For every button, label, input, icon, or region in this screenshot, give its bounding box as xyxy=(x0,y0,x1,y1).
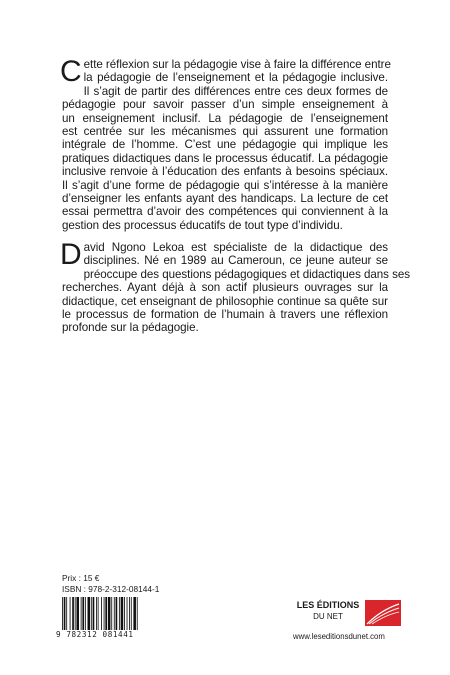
isbn-label: ISBN : 978-2-312-08144-1 xyxy=(62,583,160,594)
publisher-logo xyxy=(293,600,403,628)
publisher-line1: LES ÉDITIONS xyxy=(296,600,360,610)
publisher-name xyxy=(293,600,363,622)
bio-line: didactique, cet enseignant de philosophie continue sa quête sur xyxy=(62,294,388,308)
price-isbn-block xyxy=(62,573,159,595)
summary-line: est centrée sur les mécanismes qui assurent une formation xyxy=(62,125,388,139)
bio-line: avid Ngono Lekoa est spécialiste de la didactique des xyxy=(83,241,388,254)
publisher-line2: DU NET xyxy=(313,612,343,621)
barcode-number: 9 782312 081441 xyxy=(56,630,172,639)
summary-line: la pédagogie de l’enseignement et la pédagogie inclusive. xyxy=(83,71,388,85)
publisher-website: www.leseditionsdunet.com xyxy=(293,632,385,641)
summary-line: gestion des processus éducatifs de tout type d’individu. xyxy=(62,218,343,232)
summary-line: ette réflexion sur la pédagogie vise à faire la différence entre xyxy=(83,58,391,71)
summary-line: un enseignement inclusif. La pédagogie de l’enseignement xyxy=(62,111,388,125)
author-bio-paragraph xyxy=(60,238,410,335)
summary-line: inclusive renvoie à l’éducation des enfants à besoins spéciaux. xyxy=(62,165,388,179)
summary-paragraph xyxy=(60,55,391,232)
summary-line: Il s’agit de partir des différences entre ces deux formes de xyxy=(83,84,388,98)
price-label: Prix : 15 € xyxy=(62,573,100,583)
summary-line: Il s’agit d’une forme de pédagogie qui s’intéresse à la manière xyxy=(62,178,388,192)
bio-line: le processus de formation de l’humain à travers une réflexion xyxy=(62,308,388,322)
dropcap-c: C xyxy=(60,55,82,88)
publisher-mark-icon xyxy=(365,600,401,626)
bio-line: recherches. Ayant déjà à son actif plusieurs ouvrages sur la xyxy=(62,281,388,295)
summary-line: essai permettra d’avoir des compétences qui conviennent à la xyxy=(62,205,388,219)
dropcap-d: D xyxy=(60,238,82,271)
summary-line: pratiques didactiques dans le processus éducatif. La pédagogie xyxy=(62,151,388,165)
bio-line: profonde sur la pédagogie. xyxy=(62,321,199,335)
bio-line: disciplines. Né en 1989 au Cameroun, ce jeune auteur se xyxy=(83,254,388,268)
summary-line: pédagogie pour savoir passer d’un simple enseignement à xyxy=(62,98,388,112)
summary-line: d’enseigner les enfants ayant des handicaps. La lecture de cet xyxy=(62,192,388,206)
summary-line: intégrale de l’homme. C’est une pédagogie qui implique les xyxy=(62,138,388,152)
bio-line: préoccupe des questions pédagogiques et didactiques dans ses xyxy=(83,267,410,281)
